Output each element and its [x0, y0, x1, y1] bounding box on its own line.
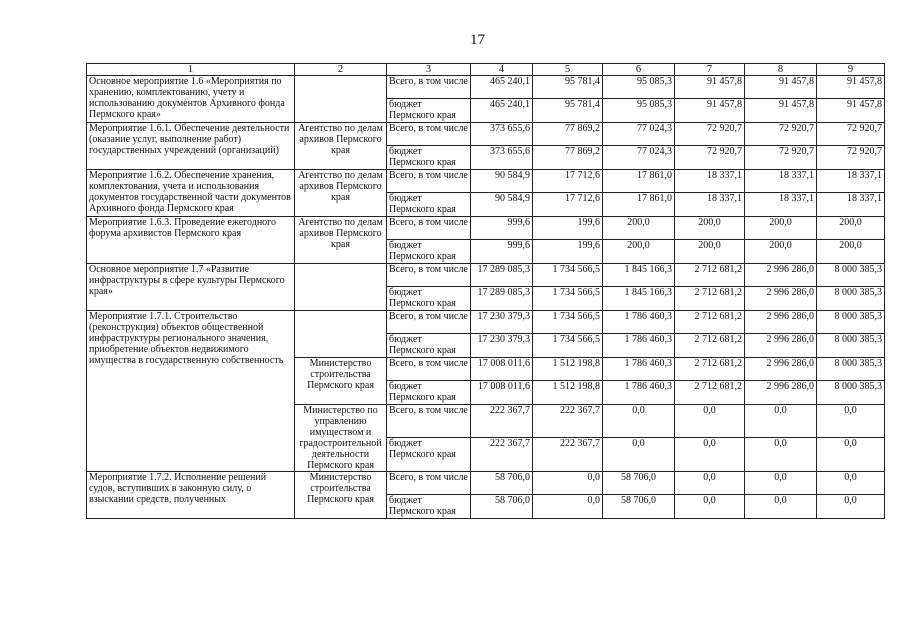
- value-cell: 0,0: [675, 472, 745, 495]
- value-cell: 17 289 085,3: [471, 264, 533, 287]
- value-cell: 465 240,1: [471, 76, 533, 99]
- column-header: 1: [87, 64, 295, 76]
- value-cell: 2 996 286,0: [745, 334, 817, 358]
- value-cell: 1 512 198,8: [533, 381, 603, 405]
- page-number: 17: [470, 32, 485, 48]
- value-cell: 8 000 385,3: [817, 264, 885, 287]
- value-cell: 8 000 385,3: [817, 311, 885, 334]
- value-cell: 17 289 085,3: [471, 287, 533, 311]
- value-cell: 72 920,7: [675, 123, 745, 146]
- column-header: 4: [471, 64, 533, 76]
- value-cell: 0,0: [817, 437, 885, 471]
- executor-cell: [295, 264, 387, 311]
- source-cell: Всего, в том числе: [387, 123, 471, 146]
- value-cell: 222 367,7: [533, 437, 603, 471]
- source-cell: бюджет Пермского края: [387, 334, 471, 358]
- source-cell: бюджет Пермского края: [387, 437, 471, 471]
- value-cell: 91 457,8: [745, 76, 817, 99]
- value-cell: 2 712 681,2: [675, 287, 745, 311]
- value-cell: 17 712,6: [533, 193, 603, 217]
- value-cell: 1 786 460,3: [603, 358, 675, 381]
- value-cell: 200,0: [745, 240, 817, 264]
- value-cell: 0,0: [817, 495, 885, 519]
- executor-cell: Министерство строительства Пермского края: [295, 472, 387, 519]
- value-cell: 18 337,1: [817, 193, 885, 217]
- column-header: 8: [745, 64, 817, 76]
- value-cell: 222 367,7: [533, 405, 603, 438]
- table-row: [87, 123, 885, 146]
- value-cell: 200,0: [675, 240, 745, 264]
- value-cell: 1 734 566,5: [533, 264, 603, 287]
- value-cell: 0,0: [745, 437, 817, 471]
- column-header: 7: [675, 64, 745, 76]
- source-cell: Всего, в том числе: [387, 170, 471, 193]
- value-cell: 18 337,1: [817, 170, 885, 193]
- table-row: [87, 170, 885, 193]
- value-cell: 1 786 460,3: [603, 334, 675, 358]
- measure-name-cell: Мероприятие 1.7.1. Строительство (реконструкция) объектов общественной инфраструктуры регионального значения, приобретение объектов недвижимого имущества в государственную собственность: [87, 311, 295, 472]
- value-cell: 1 734 566,5: [533, 287, 603, 311]
- table-row: [87, 217, 885, 240]
- source-cell: Всего, в том числе: [387, 76, 471, 99]
- column-header: 6: [603, 64, 675, 76]
- value-cell: 58 706,0: [603, 495, 675, 519]
- value-cell: 200,0: [817, 217, 885, 240]
- value-cell: 0,0: [533, 495, 603, 519]
- value-cell: 91 457,8: [745, 99, 817, 123]
- value-cell: 2 712 681,2: [675, 381, 745, 405]
- source-cell: бюджет Пермского края: [387, 287, 471, 311]
- value-cell: 0,0: [745, 472, 817, 495]
- value-cell: 72 920,7: [745, 146, 817, 170]
- value-cell: 1 786 460,3: [603, 311, 675, 334]
- value-cell: 72 920,7: [817, 146, 885, 170]
- executor-cell: [295, 76, 387, 123]
- value-cell: 199,6: [533, 240, 603, 264]
- value-cell: 18 337,1: [675, 193, 745, 217]
- value-cell: 77 869,2: [533, 123, 603, 146]
- value-cell: 8 000 385,3: [817, 381, 885, 405]
- source-cell: Всего, в том числе: [387, 264, 471, 287]
- value-cell: 72 920,7: [817, 123, 885, 146]
- value-cell: 373 655,6: [471, 146, 533, 170]
- source-cell: бюджет Пермского края: [387, 381, 471, 405]
- executor-cell: Агентство по делам архивов Пермского края: [295, 170, 387, 217]
- value-cell: 0,0: [533, 472, 603, 495]
- value-cell: 17 861,0: [603, 170, 675, 193]
- value-cell: 200,0: [817, 240, 885, 264]
- source-cell: Всего, в том числе: [387, 405, 471, 438]
- value-cell: 0,0: [817, 472, 885, 495]
- value-cell: 17 008 011,6: [471, 381, 533, 405]
- value-cell: 222 367,7: [471, 437, 533, 471]
- value-cell: 77 024,3: [603, 123, 675, 146]
- value-cell: 58 706,0: [471, 472, 533, 495]
- measure-name-cell: Мероприятие 1.6.1. Обеспечение деятельности (оказание услуг, выполнение работ) государственных учреждений (организаций): [87, 123, 295, 170]
- value-cell: 0,0: [817, 405, 885, 438]
- source-cell: Всего, в том числе: [387, 472, 471, 495]
- table-row: [87, 472, 885, 495]
- value-cell: 2 712 681,2: [675, 358, 745, 381]
- value-cell: 1 845 166,3: [603, 287, 675, 311]
- program-table: [86, 63, 885, 519]
- value-cell: 200,0: [603, 217, 675, 240]
- value-cell: 91 457,8: [675, 99, 745, 123]
- value-cell: 2 712 681,2: [675, 334, 745, 358]
- source-cell: бюджет Пермского края: [387, 240, 471, 264]
- value-cell: 222 367,7: [471, 405, 533, 438]
- executor-cell: Агентство по делам архивов Пермского края: [295, 217, 387, 264]
- value-cell: 18 337,1: [675, 170, 745, 193]
- header-row: [87, 64, 885, 76]
- value-cell: 373 655,6: [471, 123, 533, 146]
- value-cell: 0,0: [603, 405, 675, 438]
- value-cell: 999,6: [471, 217, 533, 240]
- value-cell: 199,6: [533, 217, 603, 240]
- value-cell: 77 024,3: [603, 146, 675, 170]
- measure-name-cell: Мероприятие 1.6.2. Обеспечение хранения, комплектования, учета и использования документов государственной части документов Архивного фонда Пермского края: [87, 170, 295, 217]
- measure-name-cell: Мероприятие 1.7.2. Исполнение решений судов, вступивших в законную силу, о взыскании средств, полученных: [87, 472, 295, 519]
- value-cell: 1 734 566,5: [533, 311, 603, 334]
- source-cell: бюджет Пермского края: [387, 193, 471, 217]
- value-cell: 1 512 198,8: [533, 358, 603, 381]
- value-cell: 17 861,0: [603, 193, 675, 217]
- source-cell: Всего, в том числе: [387, 217, 471, 240]
- table-row: [87, 311, 885, 334]
- value-cell: 0,0: [745, 405, 817, 438]
- column-header: 3: [387, 64, 471, 76]
- value-cell: 1 845 166,3: [603, 264, 675, 287]
- value-cell: 0,0: [675, 405, 745, 438]
- executor-cell: Министерство строительства Пермского края: [295, 358, 387, 405]
- value-cell: 2 996 286,0: [745, 358, 817, 381]
- value-cell: 18 337,1: [745, 170, 817, 193]
- value-cell: 17 712,6: [533, 170, 603, 193]
- value-cell: 90 584,9: [471, 193, 533, 217]
- value-cell: 2 712 681,2: [675, 311, 745, 334]
- value-cell: 200,0: [675, 217, 745, 240]
- executor-cell: [295, 311, 387, 358]
- value-cell: 91 457,8: [817, 76, 885, 99]
- value-cell: 200,0: [603, 240, 675, 264]
- value-cell: 8 000 385,3: [817, 334, 885, 358]
- measure-name-cell: Основное мероприятие 1.7 «Развитие инфраструктуры в сфере культуры Пермского края»: [87, 264, 295, 311]
- source-cell: бюджет Пермского края: [387, 99, 471, 123]
- value-cell: 200,0: [745, 217, 817, 240]
- value-cell: 72 920,7: [675, 146, 745, 170]
- column-header: 5: [533, 64, 603, 76]
- column-header: 9: [817, 64, 885, 76]
- value-cell: 8 000 385,3: [817, 287, 885, 311]
- value-cell: 1 786 460,3: [603, 381, 675, 405]
- source-cell: бюджет Пермского края: [387, 146, 471, 170]
- value-cell: 95 085,3: [603, 76, 675, 99]
- value-cell: 465 240,1: [471, 99, 533, 123]
- source-cell: Всего, в том числе: [387, 358, 471, 381]
- value-cell: 72 920,7: [745, 123, 817, 146]
- executor-cell: Министерство по управлению имуществом и градостроительной деятельности Пермского края: [295, 405, 387, 472]
- value-cell: 2 996 286,0: [745, 287, 817, 311]
- column-header: 2: [295, 64, 387, 76]
- value-cell: 999,6: [471, 240, 533, 264]
- value-cell: 17 230 379,3: [471, 311, 533, 334]
- value-cell: 0,0: [675, 495, 745, 519]
- measure-name-cell: Основное мероприятие 1.6 «Мероприятия по хранению, комплектованию, учету и использованию документов Архивного фонда Пермского края»: [87, 76, 295, 123]
- executor-cell: Агентство по делам архивов Пермского края: [295, 123, 387, 170]
- value-cell: 95 781,4: [533, 76, 603, 99]
- value-cell: 0,0: [603, 437, 675, 471]
- value-cell: 77 869,2: [533, 146, 603, 170]
- value-cell: 0,0: [675, 437, 745, 471]
- value-cell: 2 996 286,0: [745, 381, 817, 405]
- value-cell: 2 712 681,2: [675, 264, 745, 287]
- source-cell: Всего, в том числе: [387, 311, 471, 334]
- value-cell: 2 996 286,0: [745, 311, 817, 334]
- table-row: [87, 264, 885, 287]
- table-row: [87, 76, 885, 99]
- value-cell: 17 230 379,3: [471, 334, 533, 358]
- value-cell: 91 457,8: [675, 76, 745, 99]
- measure-name-cell: Мероприятие 1.6.3. Проведение ежегодного форума архивистов Пермского края: [87, 217, 295, 264]
- value-cell: 58 706,0: [471, 495, 533, 519]
- value-cell: 95 781,4: [533, 99, 603, 123]
- value-cell: 58 706,0: [603, 472, 675, 495]
- value-cell: 2 996 286,0: [745, 264, 817, 287]
- value-cell: 8 000 385,3: [817, 358, 885, 381]
- value-cell: 90 584,9: [471, 170, 533, 193]
- value-cell: 0,0: [745, 495, 817, 519]
- value-cell: 1 734 566,5: [533, 334, 603, 358]
- value-cell: 18 337,1: [745, 193, 817, 217]
- source-cell: бюджет Пермского края: [387, 495, 471, 519]
- value-cell: 17 008 011,6: [471, 358, 533, 381]
- value-cell: 95 085,3: [603, 99, 675, 123]
- value-cell: 91 457,8: [817, 99, 885, 123]
